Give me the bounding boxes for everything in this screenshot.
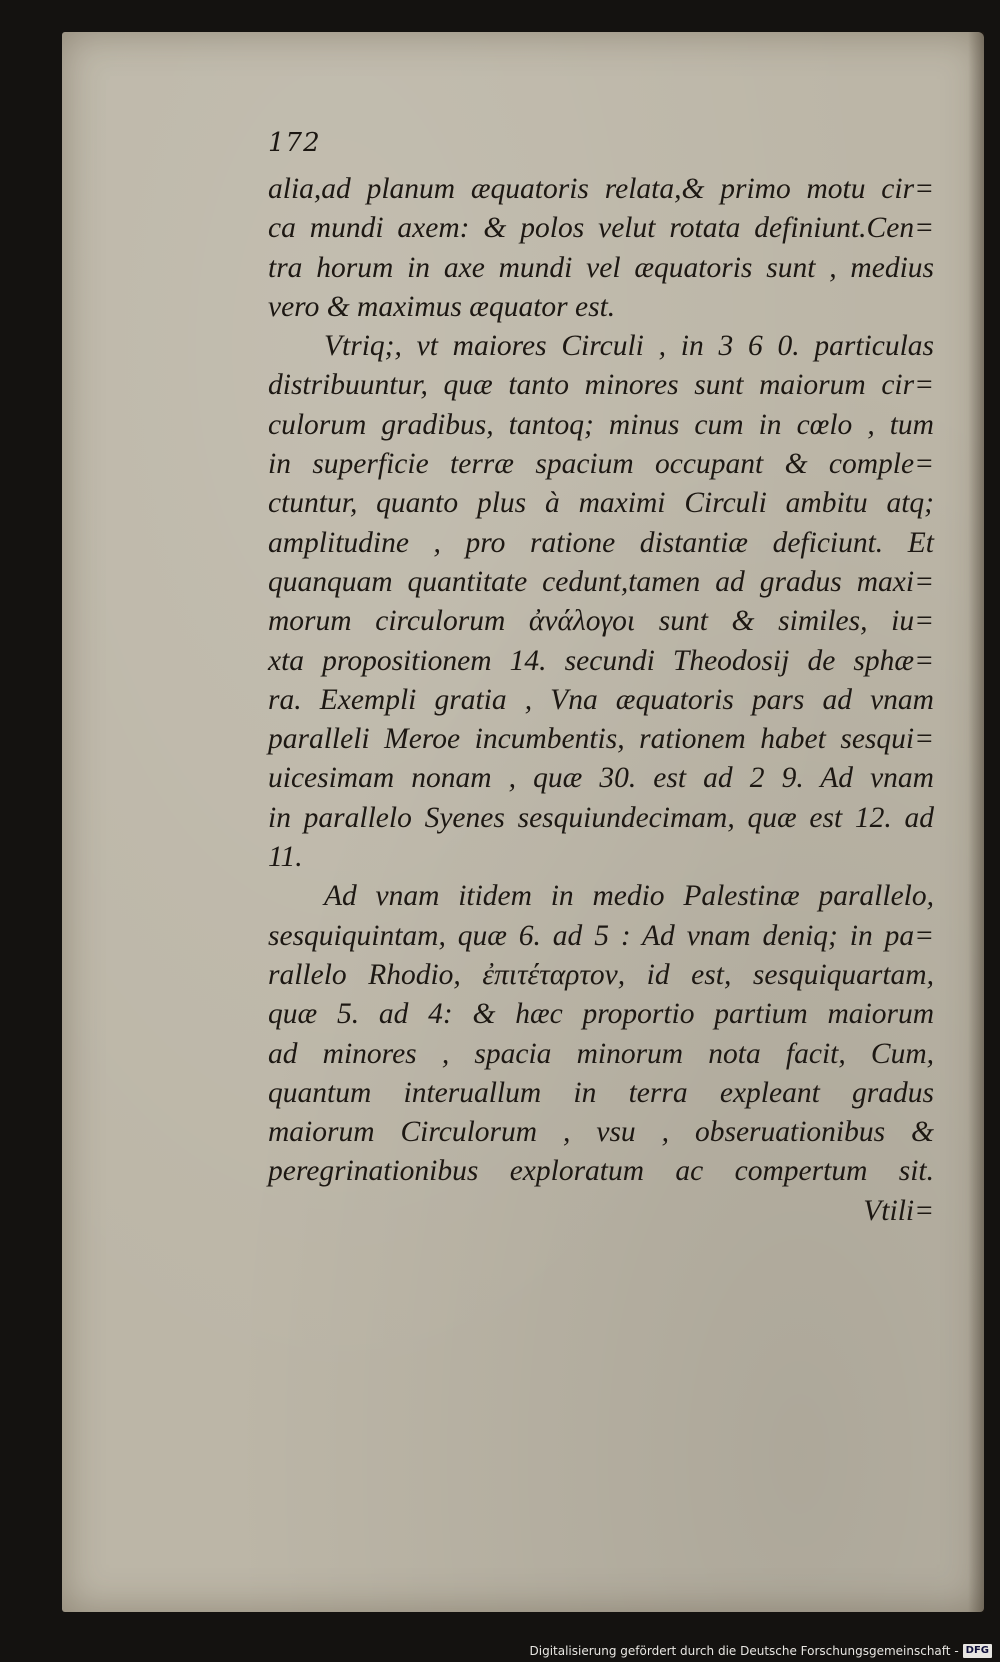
text-line: quæ 5. ad 4: & hæc proportio partium maiorum	[268, 998, 934, 1031]
footer-text: Digitalisierung gefördert durch die Deutsche Forschungsgemeinschaft -	[529, 1644, 959, 1658]
text-line: vero & maximus æquator est.	[268, 290, 616, 323]
text-line: tra horum in axe mundi vel æquatoris sunt , medius	[268, 251, 934, 284]
text-line: ca mundi axem: & polos velut rotata definiunt.Cen=	[268, 212, 934, 245]
text-line: sesquiquintam, quæ 6. ad 5 : Ad vnam deniq; in pa=	[268, 919, 934, 952]
text-line: uicesimam nonam , quæ 30. est ad 2 9. Ad vnam	[268, 762, 934, 795]
text-line: ctuntur, quanto plus à maximi Circuli ambitu atq;	[268, 487, 934, 520]
text-line: ra. Exempli gratia , Vna æquatoris pars ad vnam	[268, 683, 934, 716]
text-line: rallelo Rhodio, ἐπιτέταρτον, id est, sesquiquartam,	[268, 958, 934, 991]
dfg-logo: DFG	[963, 1644, 992, 1658]
page-edge-shadow	[968, 32, 984, 1612]
page-number: 172	[268, 128, 321, 158]
text-line: morum circulorum ἀνάλογοι sunt & similes, iu=	[268, 605, 934, 638]
digitization-footer	[530, 1644, 993, 1658]
text-line: xta propositionem 14. secundi Theodosij de sphæ=	[268, 644, 934, 677]
text-line: in superficie terræ spacium occupant & comple=	[268, 448, 934, 481]
text-line: Ad vnam itidem in medio Palestinæ parallelo,	[324, 880, 934, 913]
text-line: peregrinationibus exploratum ac compertum sit.	[268, 1155, 934, 1188]
text-line: distribuuntur, quæ tanto minores sunt maiorum cir=	[268, 369, 934, 402]
text-line: culorum gradibus, tantoq; minus cum in cœlo , tum	[268, 408, 934, 441]
text-line: alia,ad planum æquatoris relata,& primo motu cir=	[268, 173, 934, 205]
text-line: maiorum Circulorum , vsu , obseruationibus &	[268, 1116, 934, 1149]
text-line: ad minores , spacia minorum nota facit, Cum,	[268, 1037, 934, 1070]
text-line: paralleli Meroe incumbentis, rationem habet sesqui=	[268, 723, 934, 756]
text-line: quanquam quantitate cedunt,tamen ad gradus maxi=	[268, 565, 934, 598]
catchword: Vtili=	[863, 1194, 934, 1227]
body-text	[268, 170, 934, 1231]
text-line: amplitudine , pro ratione distantiæ deficiunt. Et	[268, 526, 934, 559]
text-line: in parallelo Syenes sesquiundecimam, quæ est 12. ad	[268, 801, 934, 834]
text-line: Vtriq;, vt maiores Circuli , in 3 6 0. particulas	[324, 330, 934, 363]
text-line: 11.	[268, 841, 303, 874]
text-line: quantum interuallum in terra expleant gradus	[268, 1076, 934, 1109]
